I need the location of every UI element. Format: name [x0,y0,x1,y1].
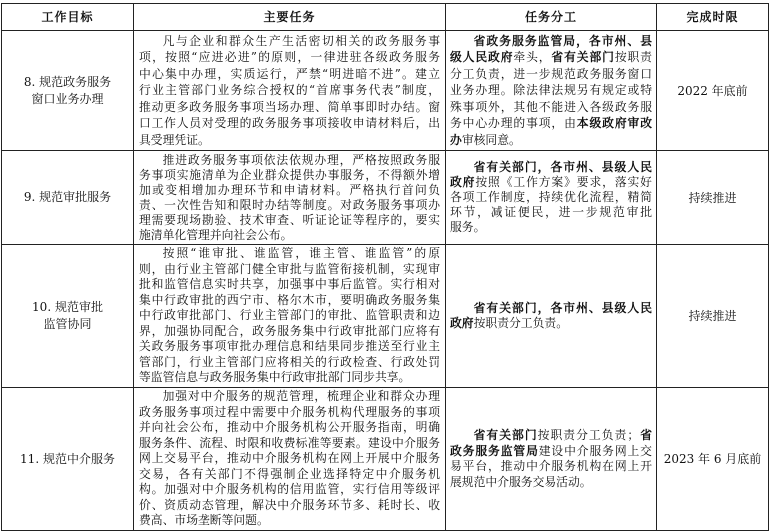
task-division-text: 务中心办理的事项，由 [450,116,577,131]
task-division-bold-text: 省有关部门 [551,50,615,65]
deadline-text: 2023 年 6 月底前 [663,452,762,466]
task-division-line [450,444,652,460]
main-task-line: 并向社会公布，推动中介服务机构公开服务指南，明确 [139,420,440,435]
task-division-text: 按照《工作方案》要求，落实好 [475,175,652,189]
task-division-bold-text: 省有关部门，各市州、县级人民 [473,160,652,174]
deadline-cell [657,245,769,388]
task-division-text: 易平台，推动中介服务机构在网上开 [450,459,652,473]
main-task-cell [134,31,446,151]
header-deadline: 完成时限 [657,4,769,31]
main-task-line: 构。加强对中介服务机构的信用监管，实行信用等级评 [139,482,440,497]
task-division-line [450,428,652,444]
header-row [2,4,769,31]
task-division-line [450,220,652,235]
task-division-text: 服务。 [450,220,486,234]
task-division-bold-text: 省政务服务监管局，各市州、县 [473,33,652,48]
table-row [2,388,769,531]
task-division-text: 建设中介服务网上交 [538,443,652,458]
work-goal-line: 9. 规范审批服务 [23,190,112,204]
task-division-line [450,49,652,66]
main-task-cell [134,388,446,531]
main-task-line: 推进政务服务事项依法依规办理，严格按照政务服 [162,152,440,167]
task-division-cell [446,388,657,531]
task-division-cell [446,245,657,388]
work-goal-line: 监管协同 [43,317,92,331]
header-main-task: 主要任务 [134,4,446,31]
task-division-text: 环节，减证便民，进一步规范审批 [450,205,652,219]
table-row [2,151,769,245]
task-division-line [450,99,652,116]
main-task-line: 界，加强协同配合，政务服务集中行政审批部门应将有 [139,323,440,338]
header-task-division: 任务分工 [446,4,657,31]
deadline-cell [657,388,769,531]
main-task-line: 费高、市场垄断等问题。 [139,513,269,528]
deadline-cell [657,151,769,245]
task-division-text: 业务办理。除法律法规另有规定或特 [450,83,652,98]
task-division-text: 殊事项外，其他不能进入各级政务服 [450,99,652,114]
main-task-line: 凡与企业和群众生产生活密切相关的政务服务事 [162,33,440,48]
main-task-line: 价、资质动态管理，解决中介服务环节多、耗时长、收 [139,497,440,512]
work-goal-line: 10. 规范审批 [32,300,103,314]
main-task-line: 推动更多政务服务事项当场办理、简单事即时办结。窗 [139,99,440,114]
task-division-bold-text: 办 [450,132,462,147]
main-task-line: 政务服务事项过程中需要中介服务机构代理服务的事项 [139,404,440,419]
task-division-line [450,82,652,99]
task-division-bold-text: 政务服务监管局 [450,443,539,458]
header-work-goal: 工作目标 [2,4,134,31]
main-task-line: 网上交易平台，推动中介服务机构在网上开展中介服务 [139,451,440,466]
main-task-line: 施清单化管理并向社会公布。 [139,227,293,242]
task-division-line [450,190,652,205]
work-goal-cell [2,151,134,245]
main-task-line: 关政务服务事项审批办理信息和结果同步推送至行业主 [139,339,440,354]
task-division-bold-text: 省有关部门 [473,428,538,442]
work-goal-cell [2,31,134,151]
main-task-line: 务事项实施清单为企业群众提供办事服务，不得额外增 [139,167,440,182]
task-division-line [450,205,652,220]
main-task-line: 责、一次性告知和限时办结等制度。对政务服务事项办 [139,197,440,212]
task-division-line [450,301,652,317]
task-division-line [450,33,652,50]
main-task-cell [134,245,446,388]
main-task-line: 理需要现场勘验、技术审查、听证论证等程序的，要实 [139,212,440,227]
main-task-line: 管部门，行业主管部门应将相关的行政检查、行政处罚 [139,354,440,369]
task-division-text: 各项工作制度，持续优化流程，精简 [450,190,652,204]
main-task-line: 加强对中介服务的规范管理，梳理企业和群众办理 [162,389,440,404]
main-task-line: 服务条件、流程、时限和收费标准等要素。建设中介服务 [139,435,440,450]
task-division-text: 展规范中介服务交易活动。 [450,474,592,489]
table-row [2,31,769,151]
main-task-line: 集中行政审批的西宁市、格尔木市，要明确政务服务集 [139,292,440,307]
deadline-text: 持续推进 [688,190,737,205]
task-division-bold-text: 政府 [450,316,474,330]
task-division-cell [446,151,657,245]
main-task-line: 中行政审批部门、行业主管部门的审批、监管职责和边 [139,308,440,323]
main-task-line: 口工作人员对受理的政务服务事项接收申请材料后，出 [139,116,440,131]
task-division-line [450,175,652,190]
task-division-cell [446,31,657,151]
main-task-line: 交易，各有关部门不得强制企业选择特定中介服务机 [139,466,440,481]
task-division-text: 按职责分工负责； [537,428,640,442]
task-division-line [450,459,652,475]
main-task-line: 项，按照“应进必进”的原则，一律进驻各级政务服务 [139,50,440,65]
main-task-line: 行业主管部门业务综合授权的“首席事务代表”制度， [139,83,440,98]
task-division-line [450,475,652,491]
task-division-line [450,132,652,149]
main-task-line: 中心集中办理，实质运行，严禁“明进暗不进”。建立 [139,66,440,81]
work-goal-cell [2,388,134,531]
task-division-bold-text: 级人民政府 [450,50,514,65]
table-body [2,31,769,531]
task-table [1,3,769,531]
deadline-cell [657,31,769,151]
task-division-bold-text: 本级政府审改 [576,116,652,131]
main-task-line: 批和监管信息实时共享，加强事中事后监管。实行相对 [139,277,440,292]
task-division-text: 分工负责，进一步规范政务服务窗口 [450,66,652,81]
deadline-text: 2022 年底前 [677,83,748,98]
work-goal-line: 8. 规范政务服务 [23,74,112,89]
main-task-line: 等监管信息与政务服务集中行政审批部门同步共享。 [139,370,411,385]
work-goal-cell [2,245,134,388]
task-division-text: 审核同意。 [461,132,521,147]
main-task-line: 按照“谁审批、谁监管，谁主管、谁监管”的原 [162,246,440,261]
work-goal-line: 11. 规范中介服务 [20,451,115,466]
task-division-line [450,66,652,83]
table-header [2,4,769,31]
table-row [2,245,769,388]
deadline-text: 持续推进 [688,309,737,323]
task-division-bold-text: 政府 [450,175,476,189]
task-division-line [450,316,652,332]
task-division-text: 按职责分工负责。 [473,316,568,330]
task-division-bold-text: 省有关部门，各市州、县级人民 [473,300,652,315]
task-division-bold-text: 省 [639,428,652,442]
work-goal-line: 窗口业务办理 [31,91,104,106]
main-task-cell [134,151,446,245]
main-task-line: 具受理凭证。 [139,132,210,147]
task-division-line [450,160,652,175]
main-task-line: 则，由行业主管部门健全审批与监管衔接机制，实现审 [139,261,440,276]
task-division-line [450,115,652,132]
task-division-text: 牵头， [513,50,552,65]
task-division-text: 按职责 [614,50,652,65]
main-task-line: 加或变相增加办理环节和申请材料。严格执行首问负 [139,182,440,197]
